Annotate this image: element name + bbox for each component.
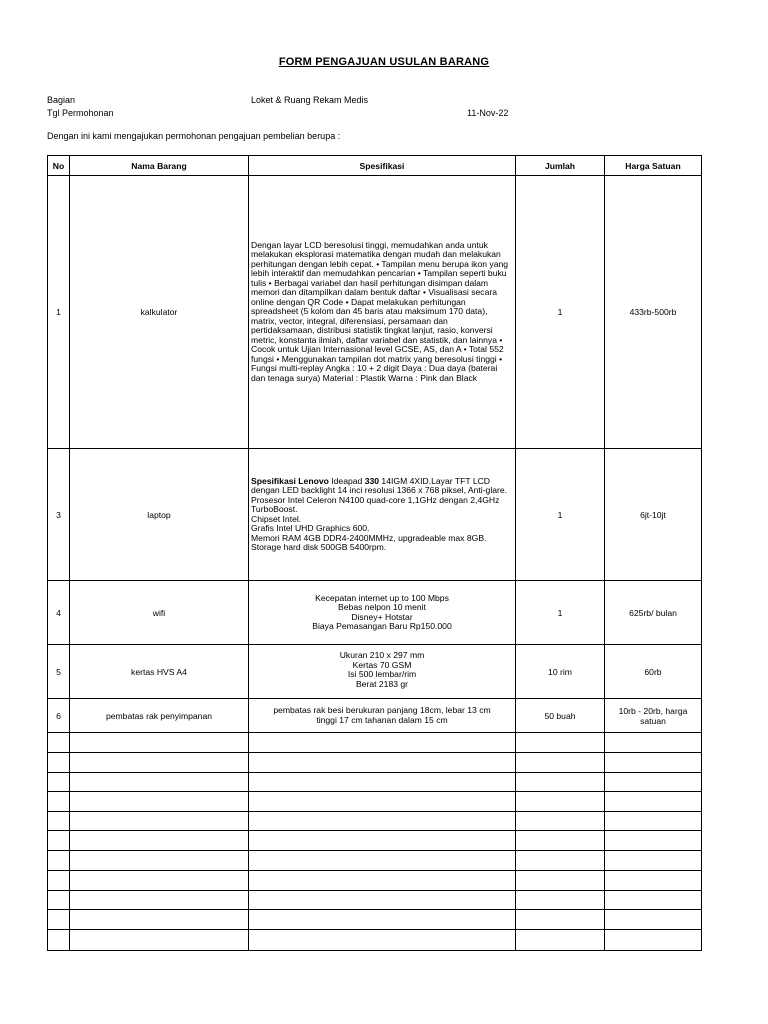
spec-line: Berat 2183 gr (355, 678, 409, 689)
spec-line: Chipset Intel. (251, 513, 302, 524)
row-no: 4 (48, 581, 70, 645)
spec-line: Kertas 70 GSM (352, 659, 412, 670)
empty-row (48, 910, 702, 930)
table-row (48, 645, 702, 699)
bagian-value: Loket & Ruang Rekam Medis (251, 95, 369, 105)
row-spesifikasi (249, 581, 516, 645)
table-row (48, 581, 702, 645)
row-nama-barang: laptop (70, 449, 249, 581)
row-jumlah: 1 (516, 581, 605, 645)
form-title: FORM PENGAJUAN USULAN BARANG (278, 56, 490, 68)
row-harga-satuan: 625rb/ bulan (605, 581, 702, 645)
row-nama-barang: kalkulator (70, 176, 249, 449)
empty-row (48, 831, 702, 851)
empty-row (48, 930, 702, 951)
spec-line: Storage hard disk 500GB 5400rpm. (251, 542, 387, 552)
spec-line: Ukuran 210 x 297 mm (339, 650, 425, 660)
spec-line: Isi 500 lembar/rim (347, 669, 417, 679)
empty-row (48, 812, 702, 831)
empty-row (48, 851, 702, 871)
spec-bold-text: 330 (364, 475, 380, 486)
request-table (47, 155, 702, 951)
spec-bold-text: Spesifikasi Lenovo (251, 475, 329, 486)
row-spesifikasi: Dengan layar LCD beresolusi tinggi, memudahkan anda untuk melakukan eksplorasi matematika dengan mudah dan melakukan perhitungan dengan lebih cepat. • Tampilan menu berupa ikon yang lebih interaktif dan memudahkan pencarian • Tampilan seperti buku tulis • Berbagai variabel dan hasil perhitungan disimpan dalam memori dan ditampilkan dalam bentuk daftar • Visualisasi secara online dengan QR Code • Dapat melakukan perhitungan spreadsheet (5 kolom dan 45 baris atau maksimum 170 data), matrix, vector, integral, diferensiasi, persamaan dan pertidaksamaan, distribusi statistik tingkat lanjut, rasio, konversi metric, konstanta ilmiah, daftar variabel dan statistik, dan lainnya • Cocok untuk Ujian Internasional level GCSE, AS, dan A • Total 552 fungsi • Menggunakan tampilan dot matrix yang beresolusi tinggi • Fungsi multi-replay Angka : 10 + 2 digit Daya : Dua daya (baterai dan tenaga surya) Material : Plastik Warna : Pink dan Black (249, 176, 516, 449)
row-jumlah: 1 (516, 176, 605, 449)
row-harga-satuan: 433rb-500rb (605, 176, 702, 449)
row-jumlah: 50 buah (516, 699, 605, 733)
header-harga-satuan: Harga Satuan (605, 156, 702, 176)
tgl-permohonan-label: Tgl Permohonan (47, 108, 114, 118)
row-no: 6 (48, 699, 70, 733)
spec-line: Memori RAM 4GB DDR4-2400MMHz, upgradeable max 8GB. (251, 532, 487, 543)
row-spesifikasi (249, 645, 516, 699)
row-no: 3 (48, 449, 70, 581)
spec-text: 14IGM 4XID.Layar TFT LCD dengan LED backlight 14 inci resolusi 1366 x 768 piksel, Anti-glare. (251, 475, 508, 495)
row-harga-satuan: 10rb - 20rb, harga satuan (605, 699, 702, 733)
row-jumlah: 10 rim (516, 645, 605, 699)
table-row (48, 699, 702, 733)
spec-text: Ideapad (328, 475, 365, 486)
intro-text: Dengan ini kami mengajukan permohonan pengajuan pembelian berupa : (47, 131, 341, 141)
row-no: 5 (48, 645, 70, 699)
spec-line: Biaya Pemasangan Baru Rp150.000 (312, 621, 452, 631)
table-row (48, 449, 702, 581)
row-nama-barang: kertas HVS A4 (70, 645, 249, 699)
row-no: 1 (48, 176, 70, 449)
spec-line: Bebas nelpon 10 menit (338, 602, 426, 612)
row-harga-satuan: 60rb (605, 645, 702, 699)
spec-line: Disney+ Hotstar (351, 611, 413, 622)
bagian-label: Bagian (47, 95, 76, 105)
row-jumlah: 1 (516, 449, 605, 581)
spec-line: Kecepatan internet up to 100 Mbps (315, 592, 449, 603)
table-row (48, 176, 702, 449)
row-nama-barang: wifi (70, 581, 249, 645)
empty-row (48, 871, 702, 891)
empty-row (48, 773, 702, 792)
row-harga-satuan: 6jt-10jt (605, 449, 702, 581)
row-spesifikasi (249, 449, 516, 581)
empty-row (48, 733, 702, 753)
row-nama-barang: pembatas rak penyimpanan (70, 699, 249, 733)
row-spesifikasi: pembatas rak besi berukuran panjang 18cm, lebar 13 cm tinggi 17 cm tahanan dalam 15 cm (249, 699, 516, 733)
spec-line: Grafis Intel UHD Graphics 600. (251, 523, 370, 533)
spec-line: Prosesor Intel Celeron N4100 quad-core 1,1GHz dengan 2,4GHz TurboBoost. (251, 494, 500, 514)
empty-row (48, 753, 702, 773)
empty-row (48, 792, 702, 812)
empty-row (48, 891, 702, 910)
tgl-permohonan-value: 11-Nov-22 (467, 108, 509, 118)
header-spesifikasi: Spesifikasi (249, 156, 516, 176)
header-no: No (48, 156, 70, 176)
header-nama-barang: Nama Barang (70, 156, 249, 176)
table-header-row (48, 156, 702, 176)
header-jumlah: Jumlah (516, 156, 605, 176)
